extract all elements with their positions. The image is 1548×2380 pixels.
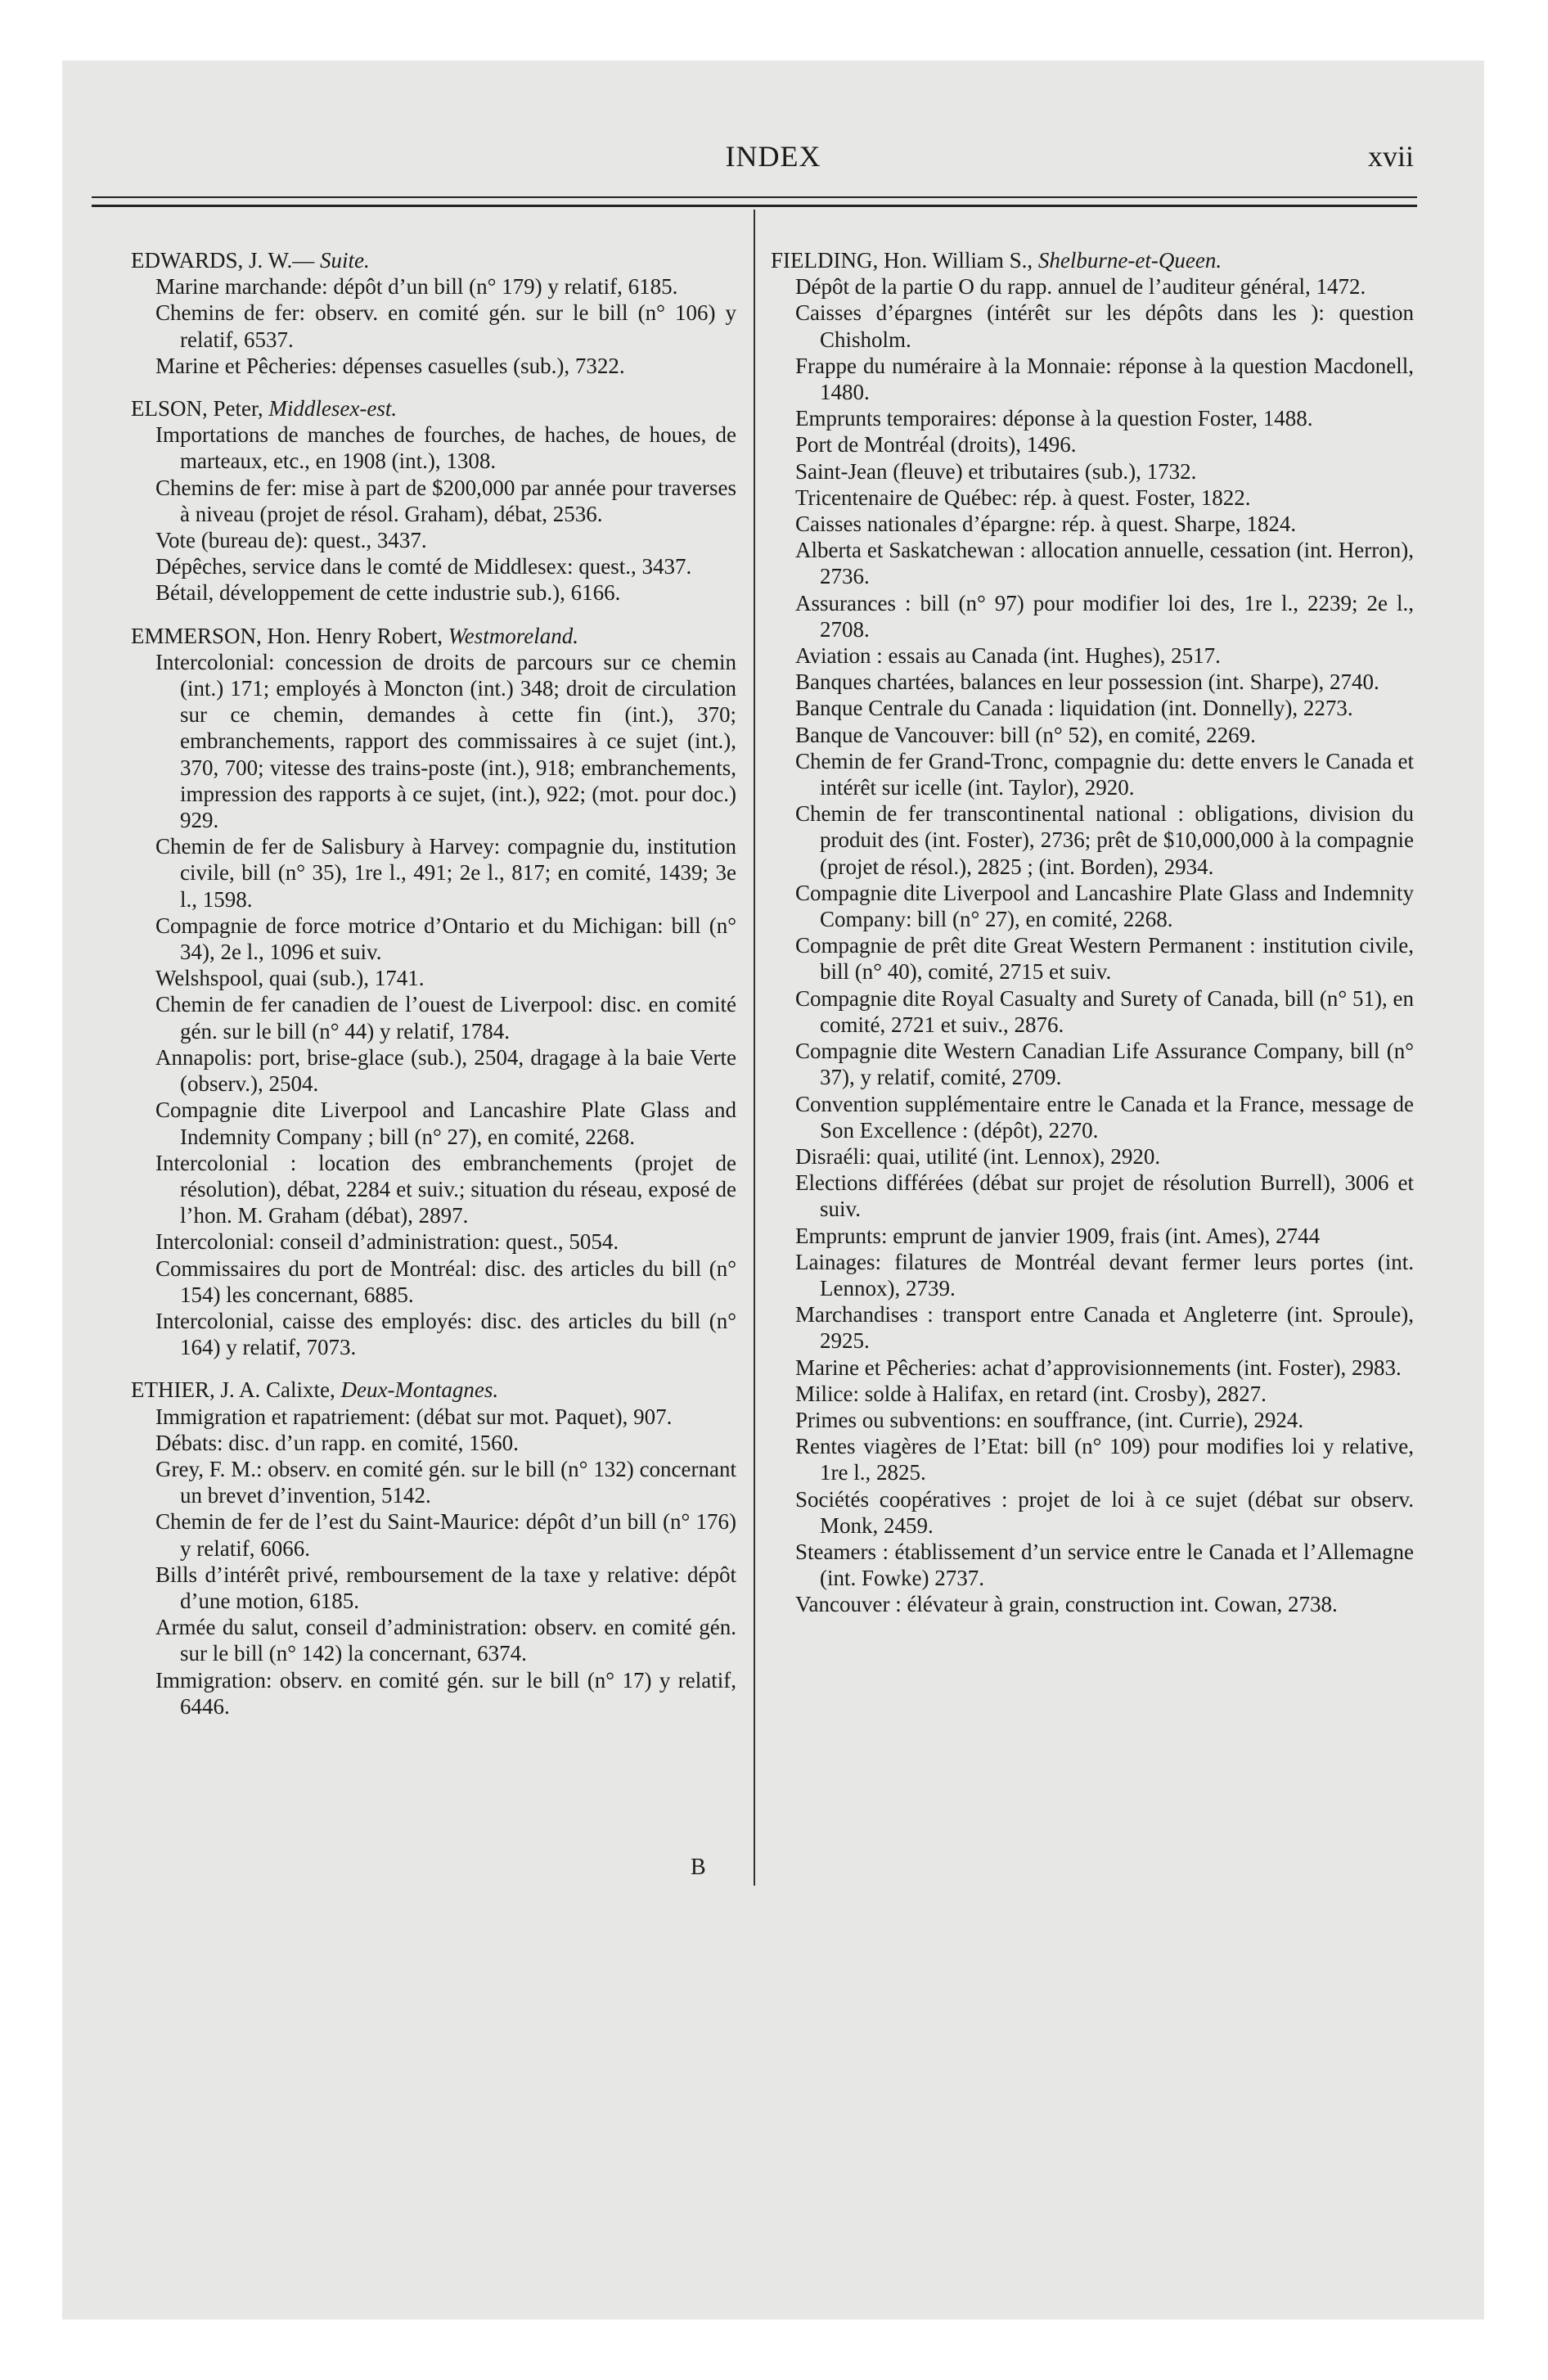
sub-entry: Bétail, développement de cette industrie sub.), 6166. <box>155 580 621 606</box>
index-entry <box>131 1377 736 1720</box>
sub-entry: Emprunts temporaires: déponse à la question Foster, 1488. <box>795 406 1313 431</box>
sub-entry: Frappe du numéraire à la Monnaie: réponse à la question Macdonell, 1480. <box>795 353 1414 405</box>
left-column <box>131 247 736 1736</box>
sub-entry: Rentes viagères de l’Etat: bill (n° 109) pour modifies loi y relative, 1re l., 2825. <box>795 1434 1414 1485</box>
member-name: FIELDING, Hon. William S., <box>771 248 1033 273</box>
sub-entry: Alberta et Saskatchewan : allocation annuelle, cessation (int. Herron), 2736. <box>795 538 1414 589</box>
sub-entry: Primes ou subventions: en souffrance, (int. Currie), 2924. <box>795 1407 1304 1432</box>
sub-entry: Welshspool, quai (sub.), 1741. <box>155 966 425 991</box>
sub-entry: Disraéli: quai, utilité (int. Lennox), 2920. <box>795 1143 1161 1169</box>
page-title: INDEX <box>725 140 821 173</box>
member-riding: Shelburne-et-Queen. <box>1037 248 1222 273</box>
entry-heading <box>131 623 736 649</box>
member-riding: Westmoreland. <box>448 623 578 648</box>
sub-entry: Marine et Pêcheries: dépenses casuelles (sub.), 7322. <box>155 353 625 378</box>
sub-entry: Compagnie dite Liverpool and Lancashire Plate Glass and Indemnity Company ; bill (n° 27), en comité, 2268. <box>155 1098 736 1149</box>
sub-entry: Chemins de fer: mise à part de $200,000 par année pour traverses à niveau (projet de résol. Graham), débat, 2536. <box>155 475 736 526</box>
member-riding: Middlesex-est. <box>268 396 398 421</box>
sub-entry: Commissaires du port de Montréal: disc. des articles du bill (n° 154) les concernant, 6885. <box>155 1255 736 1307</box>
sub-entry: Emprunts: emprunt de janvier 1909, frais (int. Ames), 2744 <box>795 1223 1321 1248</box>
sub-entry: Armée du salut, conseil d’administration: observ. en comité gén. sur le bill (n° 142) la concernant, 6374. <box>155 1615 736 1666</box>
sub-entry: Intercolonial, caisse des employés: disc. des articles du bill (n° 164) y relatif, 7073. <box>155 1308 736 1360</box>
sub-entry: Dépêches, service dans le comté de Middlesex: quest., 3437. <box>155 554 692 579</box>
column-divider <box>754 210 755 1886</box>
sub-entry: Intercolonial: concession de droits de parcours sur ce chemin (int.) 171; employés à Moncton (int.) 348; droit de circulation sur ce chemin, demandes à cette fin (int.), 370; embranchements, rapport des commissaires à ce sujet (int.), 370, 700; vitesse des trains-poste (int.), 918; embranchements, impression des rapports à ce sujet, (int.), 922; (mot. pour doc.) 929. <box>155 649 736 833</box>
page <box>62 61 1484 2319</box>
sub-entry: Chemin de fer canadien de l’ouest de Liverpool: disc. en comité gén. sur le bill (n° 44) y relatif, 1784. <box>155 992 736 1044</box>
member-name: ETHIER, J. A. Calixte, <box>131 1377 335 1403</box>
entry-heading <box>131 247 736 273</box>
sub-entry: Convention supplémentaire entre le Canada et la France, message de Son Excellence : (dépôt), 2270. <box>795 1091 1414 1143</box>
sub-entry: Marine marchande: dépôt d’un bill (n° 179) y relatif, 6185. <box>155 274 678 300</box>
sub-entry: Chemins de fer: observ. en comité gén. sur le bill (n° 106) y relatif, 6537. <box>155 300 736 352</box>
sub-entry: Banques chartées, balances en leur possession (int. Sharpe), 2740. <box>795 669 1379 695</box>
right-column <box>771 247 1414 1634</box>
sub-entry: Immigration: observ. en comité gén. sur le bill (n° 17) y relatif, 6446. <box>155 1667 736 1719</box>
sub-entry: Vancouver : élévateur à grain, construction int. Cowan, 2738. <box>795 1592 1338 1617</box>
page-number: xvii <box>1367 140 1414 173</box>
header-rule-double <box>92 205 1417 207</box>
sub-entry: Elections différées (débat sur projet de résolution Burrell), 3006 et suiv. <box>795 1170 1414 1222</box>
signature-mark: B <box>691 1855 706 1880</box>
index-entry <box>131 395 736 606</box>
sub-entry: Annapolis: port, brise-glace (sub.), 2504, dragage à la baie Verte (observ.), 2504. <box>155 1044 736 1097</box>
sub-entry: Compagnie dite Liverpool and Lancashire Plate Glass and Indemnity Company: bill (n° 27), en comité, 2268. <box>795 880 1414 932</box>
sub-entry: Immigration et rapatriement: (débat sur mot. Paquet), 907. <box>155 1404 673 1429</box>
page-header <box>62 139 1484 188</box>
member-name: EMMERSON, Hon. Henry Robert, <box>131 623 443 648</box>
index-entry <box>771 247 1414 1618</box>
sub-entry: Intercolonial: conseil d’administration: quest., 5054. <box>155 1229 619 1255</box>
sub-entry: Compagnie de prêt dite Great Western Permanent : institution civile, bill (n° 40), comité, 2715 et suiv. <box>795 933 1414 985</box>
sub-entry: Importations de manches de fourches, de haches, de houes, de marteaux, etc., en 1908 (int.), 1308. <box>155 422 736 474</box>
entry-heading <box>131 1377 736 1403</box>
member-name: EDWARDS, J. W.— <box>131 248 315 273</box>
sub-entry: Steamers : établissement d’un service entre le Canada et l’Allemagne (int. Fowke) 2737. <box>795 1539 1414 1591</box>
sub-entry: Compagnie dite Royal Casualty and Surety of Canada, bill (n° 51), en comité, 2721 et suiv., 2876. <box>795 985 1414 1037</box>
sub-entry: Port de Montréal (droits), 1496. <box>795 432 1077 458</box>
sub-entry: Banque Centrale du Canada : liquidation (int. Donnelly), 2273. <box>795 696 1353 721</box>
sub-entry: Bills d’intérêt privé, remboursement de la taxe y relative: dépôt d’une motion, 6185. <box>155 1562 736 1613</box>
sub-entry: Milice: solde à Halifax, en retard (int. Crosby), 2827. <box>795 1381 1267 1406</box>
sub-entry: Intercolonial : location des embranchements (projet de résolution), débat, 2284 et suiv.; situation du réseau, exposé de l’hon. M. Graham (débat), 2897. <box>155 1150 736 1228</box>
sub-entry: Compagnie dite Western Canadian Life Assurance Company, bill (n° 37), y relatif, comité, 2709. <box>795 1039 1414 1090</box>
sub-entry: Aviation : essais au Canada (int. Hughes), 2517. <box>795 643 1221 669</box>
entry-heading <box>771 247 1414 273</box>
member-riding: Deux-Montagnes. <box>340 1377 499 1403</box>
sub-entry: Dépôt de la partie O du rapp. annuel de l’auditeur général, 1472. <box>795 274 1366 300</box>
sub-entry: Sociétés coopératives : projet de loi à ce sujet (débat sur observ. Monk, 2459. <box>795 1486 1414 1538</box>
sub-entry: Caisses d’épargnes (intérêt sur les dépôts dans les ): question Chisholm. <box>795 300 1414 352</box>
member-name: ELSON, Peter, <box>131 396 263 421</box>
sub-entry: Chemin de fer de l’est du Saint-Maurice: dépôt d’un bill (n° 176) y relatif, 6066. <box>155 1509 736 1561</box>
sub-entry: Compagnie de force motrice d’Ontario et du Michigan: bill (n° 34), 2e l., 1096 et suiv. <box>155 913 736 965</box>
header-rule <box>92 196 1417 198</box>
sub-entry: Chemin de fer Grand-Tronc, compagnie du: dette envers le Canada et intérêt sur icelle (int. Taylor), 2920. <box>795 748 1414 800</box>
sub-entry: Tricentenaire de Québec: rép. à quest. Foster, 1822. <box>795 485 1251 510</box>
index-entry <box>131 623 736 1361</box>
sub-entry: Banque de Vancouver: bill (n° 52), en comité, 2269. <box>795 722 1256 747</box>
sub-entry: Chemin de fer transcontinental national : obligations, division du produit des (int. Foster), 2736; prêt de $10,000,000 à la compagnie (projet de résol.), 2825 ; (int. Borden), 2934. <box>795 801 1414 879</box>
sub-entry: Saint-Jean (fleuve) et tributaires (sub.), 1732. <box>795 458 1197 484</box>
sub-entry: Débats: disc. d’un rapp. en comité, 1560. <box>155 1430 519 1455</box>
sub-entry: Caisses nationales d’épargne: rép. à quest. Sharpe, 1824. <box>795 512 1297 537</box>
member-riding: Suite. <box>320 248 370 273</box>
sub-entry: Marchandises : transport entre Canada et Angleterre (int. Sproule), 2925. <box>795 1302 1414 1354</box>
sub-entry: Assurances : bill (n° 97) pour modifier loi des, 1re l., 2239; 2e l., 2708. <box>795 590 1414 642</box>
sub-entry: Lainages: filatures de Montréal devant fermer leurs portes (int. Lennox), 2739. <box>795 1249 1414 1300</box>
entry-heading <box>131 395 736 421</box>
sub-entry: Marine et Pêcheries: achat d’approvisionnements (int. Foster), 2983. <box>795 1355 1402 1380</box>
index-entry <box>131 247 736 379</box>
sub-entry: Vote (bureau de): quest., 3437. <box>155 528 427 553</box>
sub-entry: Chemin de fer de Salisbury à Harvey: compagnie du, institution civile, bill (n° 35), 1re l., 491; 2e l., 817; en comité, 1439; 3e l., 1598. <box>155 834 736 912</box>
sub-entry: Grey, F. M.: observ. en comité gén. sur le bill (n° 132) concernant un brevet d’invention, 5142. <box>155 1456 736 1508</box>
